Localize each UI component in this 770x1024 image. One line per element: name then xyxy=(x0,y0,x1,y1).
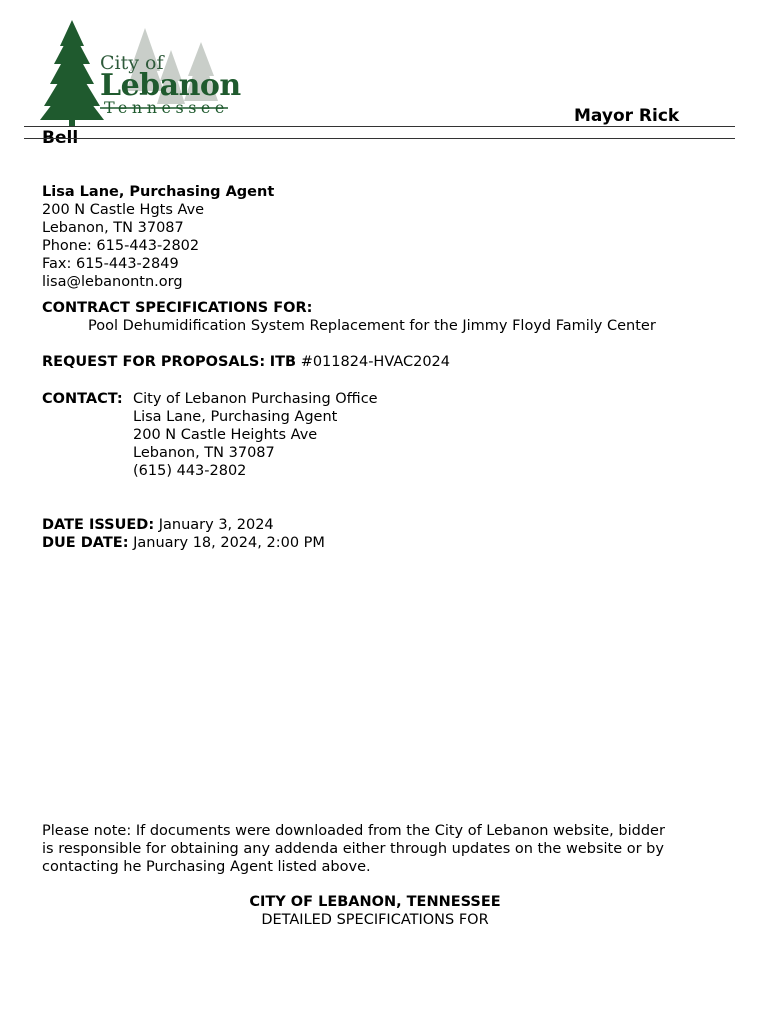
contact-line-2: Lisa Lane, Purchasing Agent xyxy=(133,409,338,425)
mayor-name-line1: Mayor Rick xyxy=(574,106,680,126)
date-issued-label: DATE ISSUED: xyxy=(42,517,155,533)
contact-line-1: City of Lebanon Purchasing Office xyxy=(133,391,378,407)
due-date-value: January 18, 2024, 2:00 PM xyxy=(133,535,325,551)
sender-address1: 200 N Castle Hgts Ave xyxy=(42,202,205,218)
sender-address2: Lebanon, TN 37087 xyxy=(42,220,184,236)
footer-title: CITY OF LEBANON, TENNESSEE xyxy=(249,894,501,910)
footer-subtitle: DETAILED SPECIFICATIONS FOR xyxy=(261,912,489,928)
rfp-number: #011824-HVAC2024 xyxy=(300,354,451,370)
header-rule-top xyxy=(24,126,735,127)
specs-label: CONTRACT SPECIFICATIONS FOR: xyxy=(42,300,313,316)
mayor-name-line2: Bell xyxy=(42,128,79,148)
sender-email: lisa@lebanontn.org xyxy=(42,274,183,290)
due-date-line xyxy=(42,534,325,552)
sender-address-block xyxy=(42,183,442,290)
logo-tennessee-text: Tennessee xyxy=(104,98,229,117)
note-line-3: contacting he Purchasing Agent listed above. xyxy=(42,859,371,875)
sender-name: Lisa Lane, Purchasing Agent xyxy=(42,184,275,200)
rfp-line xyxy=(42,353,450,371)
date-issued-value: January 3, 2024 xyxy=(158,517,274,533)
note-line-1: Please note: If documents were downloaded from the City of Lebanon website, bidder xyxy=(42,823,665,839)
contact-label: CONTACT: xyxy=(42,391,123,407)
rfp-label: REQUEST FOR PROPOSALS: xyxy=(42,354,266,370)
date-issued-line xyxy=(42,516,274,534)
specs-project: Pool Dehumidification System Replacement for the Jimmy Floyd Family Center xyxy=(88,318,656,334)
header-rule-bottom xyxy=(24,138,735,139)
contact-line-4: Lebanon, TN 37087 xyxy=(133,445,275,461)
note-line-2: is responsible for obtaining any addenda either through updates on the website or by xyxy=(42,841,664,857)
logo-lebanon-text: Lebanon xyxy=(100,68,241,103)
sender-phone: Phone: 615-443-2802 xyxy=(42,238,200,254)
due-date-label: DUE DATE: xyxy=(42,535,129,551)
contact-line-3: 200 N Castle Heights Ave xyxy=(133,427,318,443)
sender-fax: Fax: 615-443-2849 xyxy=(42,256,179,272)
rfp-itb-label: ITB xyxy=(269,354,297,370)
logo-city-text: City of xyxy=(100,52,164,74)
contact-line-5: (615) 443-2802 xyxy=(133,463,247,479)
